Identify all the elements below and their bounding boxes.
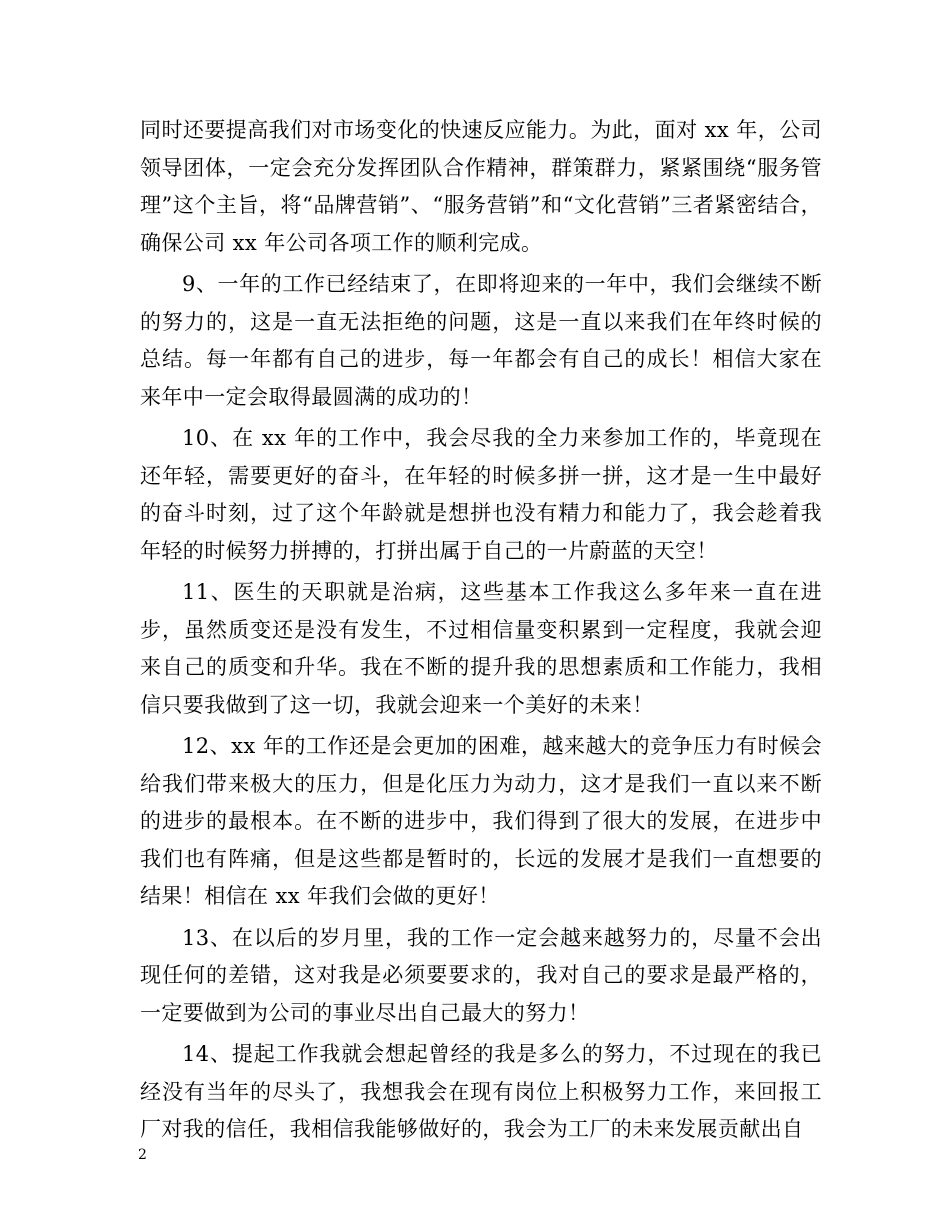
paragraph-continuation: 同时还要提高我们对市场变化的快速反应能力。为此，面对 xx 年，公司领导团体，一定会充分发挥团队合作精神，群策群力，紧紧围绕“服务管理”这个主旨，将“品牌营销”、“服务营销”和“文化营销”三者紧密结合，确保公司 xx 年公司各项工作的顺利完成。 bbox=[140, 118, 822, 255]
paragraph-item-12: 12、xx 年的工作还是会更加的困难，越来越大的竞争压力有时候会给我们带来极大的压力，但是化压力为动力，这才是我们一直以来不断的进步的最根本。在不断的进步中，我们得到了很大的发展，在进步中我们也有阵痛，但是这些都是暂时的，长远的发展才是我们一直想要的结果！相信在 xx 年我们会做的更好！ bbox=[140, 734, 822, 908]
paragraph-item-14: 14、提起工作我就会想起曾经的我是多么的努力，不过现在的我已经没有当年的尽头了，我想我会在现有岗位上积极努力工作，来回报工厂对我的信任，我相信我能够做好的，我会为工厂的未来发展贡献出自 bbox=[140, 1042, 822, 1141]
paragraph-item-9: 9、一年的工作已经结束了，在即将迎来的一年中，我们会继续不断的努力的，这是一直无法拒绝的问题，这是一直以来我们在年终时候的总结。每一年都有自己的进步，每一年都会有自己的成长！相信大家在来年中一定会取得最圆满的成功的！ bbox=[140, 272, 822, 409]
paragraph-item-13: 13、在以后的岁月里，我的工作一定会越来越努力的，尽量不会出现任何的差错，这对我是必须要要求的，我对自己的要求是最严格的，一定要做到为公司的事业尽出自己最大的努力！ bbox=[140, 925, 822, 1025]
body-text bbox=[140, 112, 822, 1153]
page-number: 2 bbox=[138, 1147, 147, 1163]
paragraph-item-11: 11、医生的天职就是治病，这些基本工作我这么多年来一直在进步，虽然质变还是没有发生，不过相信量变积累到一定程度，我就会迎来自己的质变和升华。我在不断的提升我的思想素质和工作能力，我相信只要我做到了这一切，我就会迎来一个美好的未来！ bbox=[140, 580, 822, 717]
paragraph-item-10: 10、在 xx 年的工作中，我会尽我的全力来参加工作的，毕竟现在还年轻，需要更好的奋斗，在年轻的时候多拼一拼，这才是一生中最好的奋斗时刻，过了这个年龄就是想拼也没有精力和能力了，我会趁着我年轻的时候努力拼搏的，打拼出属于自己的一片蔚蓝的天空！ bbox=[140, 426, 822, 563]
